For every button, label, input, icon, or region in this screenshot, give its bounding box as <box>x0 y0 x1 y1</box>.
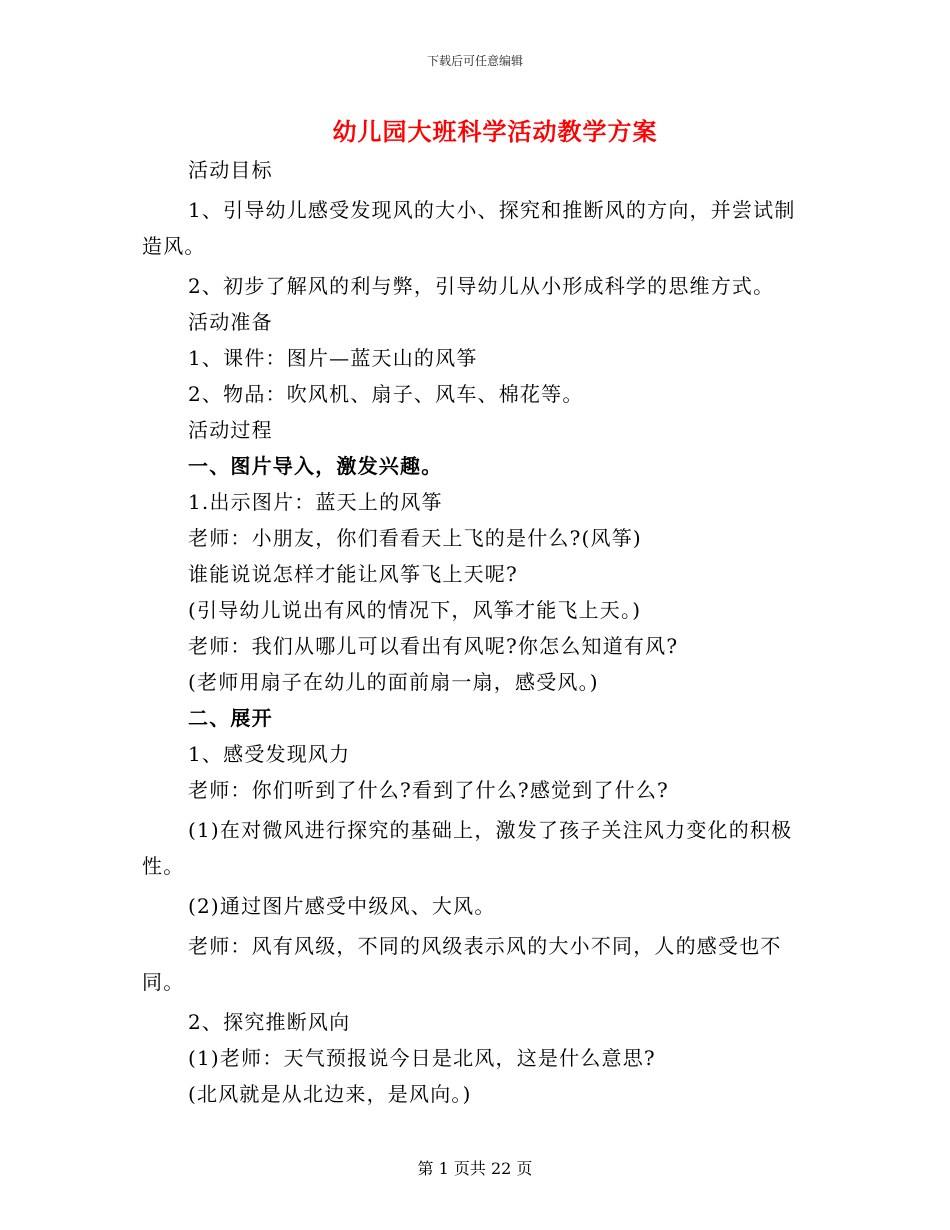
paragraph: (北风就是从北边来，是风向。) <box>188 1082 472 1106</box>
paragraph: 1、感受发现风力 <box>188 742 351 766</box>
paragraph: 活动过程 <box>188 418 273 442</box>
paragraph: (引导幼儿说出有风的情况下，风筝才能飞上天。) <box>188 598 642 622</box>
document-body <box>142 152 808 1112</box>
section-heading: 二、展开 <box>188 706 273 730</box>
paragraph: (1)在对微风进行探究的基础上，激发了孩子关注风力变化的积极性。 <box>142 818 793 878</box>
paragraph: 1.出示图片：蓝天上的风筝 <box>188 490 443 514</box>
header-note: 下载后可任意编辑 <box>426 54 523 68</box>
paragraph: 活动目标 <box>188 158 273 182</box>
paragraph: 老师：风有风级，不同的风级表示风的大小不同，人的感受也不同。 <box>142 934 782 994</box>
paragraph: 2、物品：吹风机、扇子、风车、棉花等。 <box>188 382 584 406</box>
paragraph: (老师用扇子在幼儿的面前扇一扇，感受风。) <box>188 670 599 694</box>
paragraph: (1)老师：天气预报说今日是北风，这是什么意思? <box>188 1046 656 1070</box>
paragraph: 2、初步了解风的利与弊，引导幼儿从小形成科学的思维方式。 <box>188 274 775 298</box>
page-footer: 第 1 页共 22 页 <box>417 1159 533 1178</box>
paragraph: 2、探究推断风向 <box>188 1010 351 1034</box>
paragraph: (2)通过图片感受中级风、大风。 <box>188 894 496 918</box>
paragraph: 老师：小朋友，你们看看天上飞的是什么?(风筝) <box>188 526 642 550</box>
paragraph: 老师：我们从哪儿可以看出有风呢?你怎么知道有风? <box>188 634 679 658</box>
document-title: 幼儿园大班科学活动教学方案 <box>332 117 658 146</box>
paragraph: 活动准备 <box>188 310 273 334</box>
paragraph: 老师：你们听到了什么?看到了什么?感觉到了什么? <box>188 778 669 802</box>
paragraph: 1、课件：图片—蓝天山的风筝 <box>188 346 478 370</box>
paragraph: 谁能说说怎样才能让风筝飞上天呢? <box>188 562 518 586</box>
section-heading: 一、图片导入，激发兴趣。 <box>188 454 443 478</box>
paragraph: 1、引导幼儿感受发现风的大小、探究和推断风的方向，并尝试制造风。 <box>142 198 796 258</box>
